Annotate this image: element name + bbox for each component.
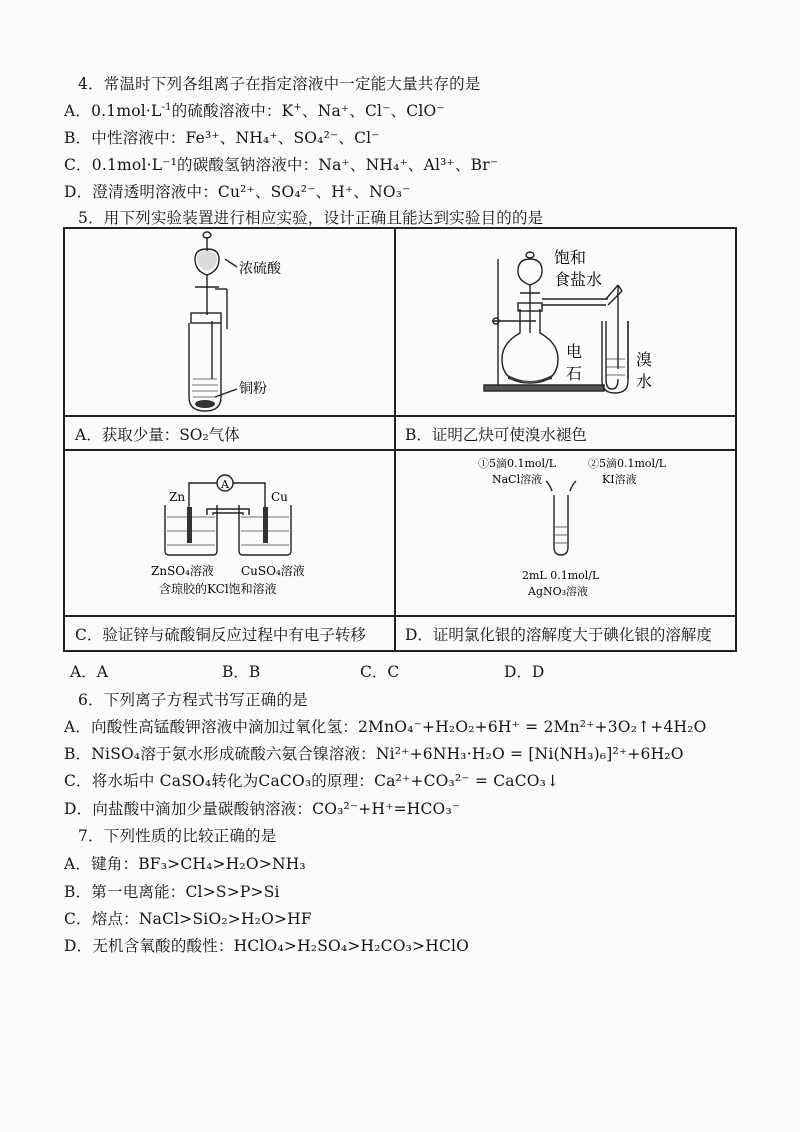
bromine-label-2: 水 <box>636 372 653 391</box>
q6-option-a: A．向酸性高锰酸钾溶液中滴加过氧化氢：2MnO₄⁻+H₂O₂+6H⁺ = 2Mn²⁺+3O₂↑+4H₂O <box>64 718 707 736</box>
cell-c-diagram <box>65 451 394 615</box>
q7-option-b: B．第一电离能：Cl>S>P>Si <box>64 883 280 901</box>
table-divider-3 <box>65 615 735 617</box>
q4-option-a-rest: 的硫酸溶液中：K <box>171 102 294 120</box>
apparatus-d-svg <box>396 451 735 615</box>
caption-c: C．验证锌与硫酸铜反应过程中有电子转移 <box>75 626 366 644</box>
acid-label: 浓硫酸 <box>239 261 281 277</box>
ammeter-label: A <box>221 478 229 491</box>
q6-option-c: C．将水垢中 CaSO₄转化为CaCO₃的原理：Ca²⁺+CO₃²⁻ = CaCO₃↓ <box>64 772 560 790</box>
q4-option-c: C．0.1mol·L⁻¹的碳酸氢钠溶液中：Na⁺、NH₄⁺、Al³⁺、Br⁻ <box>64 156 499 174</box>
drop1-line2: NaCl溶液 <box>492 473 543 486</box>
drop1-line1: ①5滴0.1mol/L <box>478 457 557 470</box>
caption-b: B．证明乙炔可使溴水褪色 <box>405 426 587 444</box>
q5-answer-b: B．B <box>222 663 261 681</box>
carbide-label-1: 电 <box>566 342 583 361</box>
q7-option-d: D．无机含氧酸的酸性：HClO₄>H₂SO₄>H₂CO₃>HClO <box>64 937 470 955</box>
znso4-label: ZnSO₄溶液 <box>151 564 214 578</box>
q7-option-c: C．熔点：NaCl>SiO₂>H₂O>HF <box>64 910 312 928</box>
q6-option-d: D．向盐酸中滴加少量碳酸钠溶液：CO₃²⁻+H⁺=HCO₃⁻ <box>64 800 461 818</box>
q4-option-a-tail: 、Na⁺、Cl⁻、ClO⁻ <box>302 102 445 120</box>
tube-line1: 2mL 0.1mol/L <box>522 569 600 582</box>
cell-d-diagram <box>396 451 735 615</box>
q4-option-a-sup: -1 <box>161 101 172 113</box>
cell-a-diagram <box>65 229 394 415</box>
brine-label-1: 饱和 <box>554 248 587 267</box>
cuso4-label: CuSO₄溶液 <box>241 564 305 578</box>
carbide-label-2: 石 <box>566 364 583 383</box>
cell-b-diagram <box>396 229 735 415</box>
apparatus-c-svg <box>65 451 394 615</box>
bromine-label-1: 溴 <box>636 350 653 369</box>
q5-apparatus-table <box>63 227 737 652</box>
q5-answer-c: C．C <box>360 663 400 681</box>
tube-line2: AgNO₃溶液 <box>528 585 589 598</box>
brine-label-2: 食盐水 <box>554 270 603 289</box>
drop2-line2: KI溶液 <box>602 473 637 486</box>
drop2-line1: ②5滴0.1mol/L <box>588 457 667 470</box>
q5-answer-a: A．A <box>70 663 108 681</box>
q4-stem: 4．常温时下列各组离子在指定溶液中一定能大量共存的是 <box>78 75 481 93</box>
apparatus-b-svg <box>396 229 735 415</box>
table-divider-1 <box>65 415 735 417</box>
q7-stem: 7．下列性质的比较正确的是 <box>78 827 277 845</box>
q7-option-a: A．键角：BF₃>CH₄>H₂O>NH₃ <box>64 855 306 873</box>
q5-stem: 5．用下列实验装置进行相应实验，设计正确且能达到实验目的的是 <box>78 209 544 227</box>
zn-label: Zn <box>169 490 186 504</box>
q4-option-b: B．中性溶液中：Fe³⁺、NH₄⁺、SO₄²⁻、Cl⁻ <box>64 129 380 147</box>
caption-d: D．证明氯化银的溶解度大于碘化银的溶解度 <box>405 626 712 644</box>
q4-option-d: D．澄清透明溶液中：Cu²⁺、SO₄²⁻、H⁺、NO₃⁻ <box>64 183 411 201</box>
copper-label: 铜粉 <box>239 381 267 397</box>
q5-answer-d: D．D <box>504 663 545 681</box>
caption-a: A．获取少量：SO₂气体 <box>75 426 240 444</box>
apparatus-a-svg <box>65 229 394 415</box>
salt-bridge-label: 含琼胶的KCl饱和溶液 <box>159 582 277 596</box>
q4-option-a-label: A．0.1mol·L <box>64 102 162 120</box>
q6-option-b: B．NiSO₄溶于氨水形成硫酸六氨合镍溶液：Ni²⁺+6NH₃·H₂O = [Ni(NH₃)₆]²⁺+6H₂O <box>64 745 684 763</box>
q4-option-a: A．$0.1mol\cdot L^{-1}$的硫酸溶液中：K+、Na⁺、Cl⁻、ClO⁻ <box>64 101 445 120</box>
cu-label: Cu <box>271 490 288 504</box>
q6-stem: 6．下列离子方程式书写正确的是 <box>78 691 308 709</box>
